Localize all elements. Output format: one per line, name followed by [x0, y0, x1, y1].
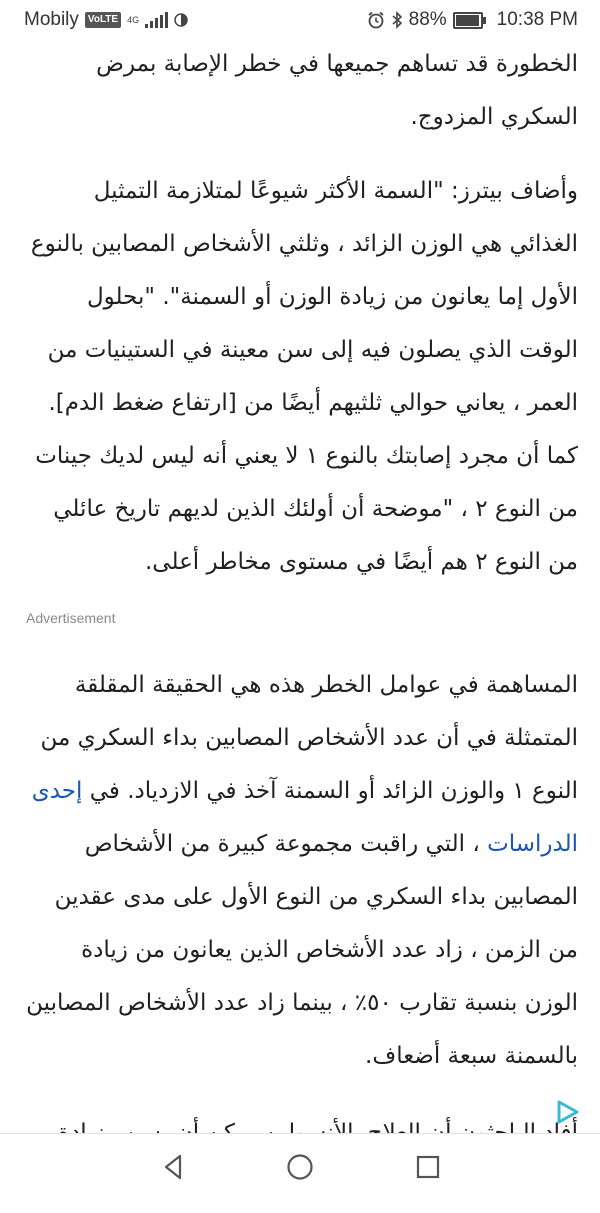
navigation-bar [0, 1134, 600, 1200]
carrier-name: Mobily [24, 9, 79, 30]
paragraph-3-text-b: ، التي راقبت مجموعة كبيرة من الأشخاص المصابين بداء السكري من النوع الأول على مدى عقدين من الزمن ، زاد عدد الأشخاص الذين يعانون من زيادة الوزن بنسبة تقارب ٥٠٪ ، بينما زاد عدد الأشخاص المصابين بالسمنة سبعة أضعاف. [26, 831, 578, 1069]
status-bar [0, 0, 600, 38]
bluetooth-icon [391, 11, 403, 29]
volte-badge: VoLTE [85, 12, 121, 28]
alarm-icon [367, 11, 385, 29]
signal-icon [145, 12, 168, 28]
clock: 10:38 PM [496, 9, 578, 30]
home-button[interactable] [285, 1152, 315, 1182]
recents-button[interactable] [413, 1152, 443, 1182]
ad-choices-button[interactable] [546, 1090, 590, 1134]
article-body [22, 38, 578, 1213]
paragraph-3-text-a: المساهمة في عوامل الخطر هذه هي الحقيقة المقلقة المتمثلة في أن عدد الأشخاص المصابين بداء السكري من النوع ١ والوزن الزائد أو السمنة آخذ في الازدياد. في [40, 672, 578, 804]
home-circle-icon [285, 1152, 315, 1182]
back-button[interactable] [158, 1152, 188, 1182]
battery-icon [453, 12, 483, 29]
paragraph-1: الخطورة قد تساهم جميعها في خطر الإصابة بمرض السكري المزدوج. [96, 51, 578, 130]
ad-play-icon [553, 1097, 583, 1127]
study-link[interactable]: إحدى الدراسات [31, 778, 578, 857]
paragraph-3 [22, 659, 578, 1083]
status-right [367, 9, 578, 31]
advertisement-label: Advertisement [26, 610, 116, 626]
vibrate-icon [174, 13, 188, 27]
paragraph-2: وأضاف بيترز: "السمة الأكثر شيوعًا لمتلازمة التمثيل الغذائي هي الوزن الزائد ، وثلثي الأشخاص المصابين بالنوع الأول إما يعانون من زيادة الوزن أو السمنة". "بحلول الوقت الذي يصلون فيه إلى سن معينة في الستينيات من العمر ، يعاني حوالي ثلثيهم أيضًا من [ارتفاع ضغط الدم]. كما أن مجرد إصابتك بالنوع ١ لا يعني أنه ليس لديك جينات من النوع ٢ ، "موضحة أن أولئك الذين لديهم تاريخ عائلي من النوع ٢ هم أيضًا في مستوى مخاطر أعلى. [30, 178, 578, 575]
battery-percent: 88% [408, 9, 447, 30]
back-triangle-icon [158, 1152, 188, 1182]
network-type: 4G [127, 14, 140, 25]
status-left [24, 9, 188, 31]
recents-square-icon [413, 1152, 443, 1182]
